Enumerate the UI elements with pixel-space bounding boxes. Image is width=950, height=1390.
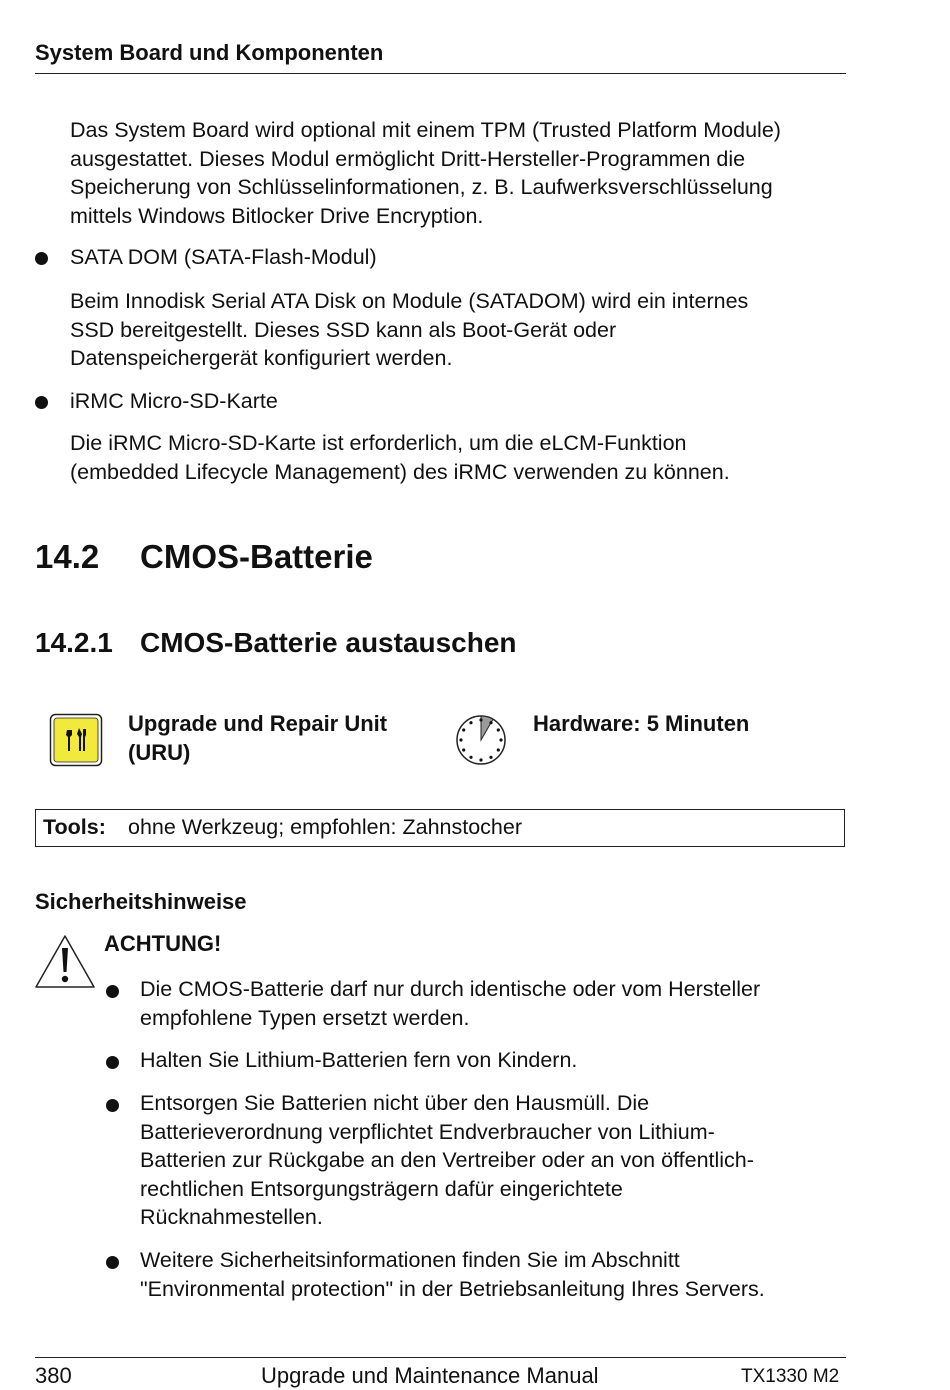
running-header: System Board und Komponenten <box>35 40 384 65</box>
irmc-paragraph <box>70 429 730 486</box>
page-number: 380 <box>35 1363 72 1388</box>
uru-label-line: Upgrade und Repair Unit <box>128 711 388 736</box>
time-label: Hardware: 5 Minuten <box>533 711 750 736</box>
model-name: TX1330 M2 <box>741 1366 840 1387</box>
footer-rule <box>35 1357 846 1358</box>
text-line: Das System Board wird optional mit einem TPM (Trusted Platform Module) <box>70 118 781 142</box>
bullet-title-irmc: iRMC Micro-SD-Karte <box>70 389 278 413</box>
text-line: Die iRMC Micro-SD-Karte ist erforderlich, um die eLCM-Funktion <box>70 431 687 455</box>
section-title: CMOS-Batterie <box>140 538 373 575</box>
bullet-icon <box>35 252 48 265</box>
bullet-icon <box>35 396 48 409</box>
text-line: Entsorgen Sie Batterien nicht über den Hausmüll. Die <box>140 1091 650 1115</box>
text-line: SSD bereitgestellt. Dieses SSD kann als Boot-Gerät oder <box>70 317 617 342</box>
text-line: Weitere Sicherheitsinformationen finden Sie im Abschnitt <box>140 1248 680 1272</box>
text-line: rechtlichen Entsorgungsträgern dafür eingerichtete <box>140 1176 623 1201</box>
text-line: empfohlene Typen ersetzt werden. <box>140 1005 470 1030</box>
tools-value: ohne Werkzeug; empfohlen: Zahnstocher <box>128 815 523 839</box>
text-line: Halten Sie Lithium-Batterien fern von Kindern. <box>140 1048 578 1072</box>
caution-label: ACHTUNG! <box>104 931 222 956</box>
safety-item <box>140 1089 754 1232</box>
safety-item <box>140 975 760 1032</box>
text-line: Speicherung von Schlüsselinformationen, z. B. Laufwerksverschlüsselung <box>70 175 773 199</box>
header-rule <box>35 73 846 74</box>
bullet-icon <box>106 1056 119 1069</box>
text-line: Die CMOS-Batterie darf nur durch identische oder vom Hersteller <box>140 977 761 1001</box>
bullet-title-sata-dom: SATA DOM (SATA-Flash-Modul) <box>70 245 377 269</box>
sata-dom-paragraph <box>70 287 748 373</box>
tools-icon <box>49 713 103 767</box>
tpm-paragraph <box>70 116 781 230</box>
clock-icon <box>453 712 509 768</box>
section-number: 14.2 <box>35 538 100 575</box>
manual-title: Upgrade und Maintenance Manual <box>261 1363 599 1388</box>
bullet-icon <box>106 1256 119 1269</box>
text-line: (embedded Lifecycle Management) des iRMC verwenden zu können. <box>70 459 730 484</box>
tools-label: Tools: <box>43 815 106 839</box>
bullet-icon <box>106 985 119 998</box>
subsection-number: 14.2.1 <box>35 627 113 658</box>
uru-label <box>128 709 387 767</box>
safety-item <box>140 1046 577 1075</box>
text-line: Batterieverordnung verpflichtet Endverbraucher von Lithium- <box>140 1119 715 1144</box>
safety-heading: Sicherheitshinweise <box>35 889 247 914</box>
warning-icon <box>34 934 96 990</box>
bullet-icon <box>106 1099 119 1112</box>
text-line: ausgestattet. Dieses Modul ermöglicht Dritt-Hersteller-Programmen die <box>70 146 746 171</box>
text-line: mittels Windows Bitlocker Drive Encryption. <box>70 203 484 228</box>
text-line: "Environmental protection" in der Betriebsanleitung Ihres Servers. <box>140 1276 765 1301</box>
text-line: Rücknahmestellen. <box>140 1205 323 1229</box>
uru-label-line: (URU) <box>128 740 191 765</box>
text-line: Datenspeichergerät konfiguriert werden. <box>70 346 453 370</box>
subsection-title: CMOS-Batterie austauschen <box>140 627 517 658</box>
text-line: Beim Innodisk Serial ATA Disk on Module (SATADOM) wird ein internes <box>70 289 749 313</box>
safety-item <box>140 1246 765 1303</box>
text-line: Batterien zur Rückgabe an den Vertreiber oder an von öffentlich- <box>140 1148 754 1172</box>
